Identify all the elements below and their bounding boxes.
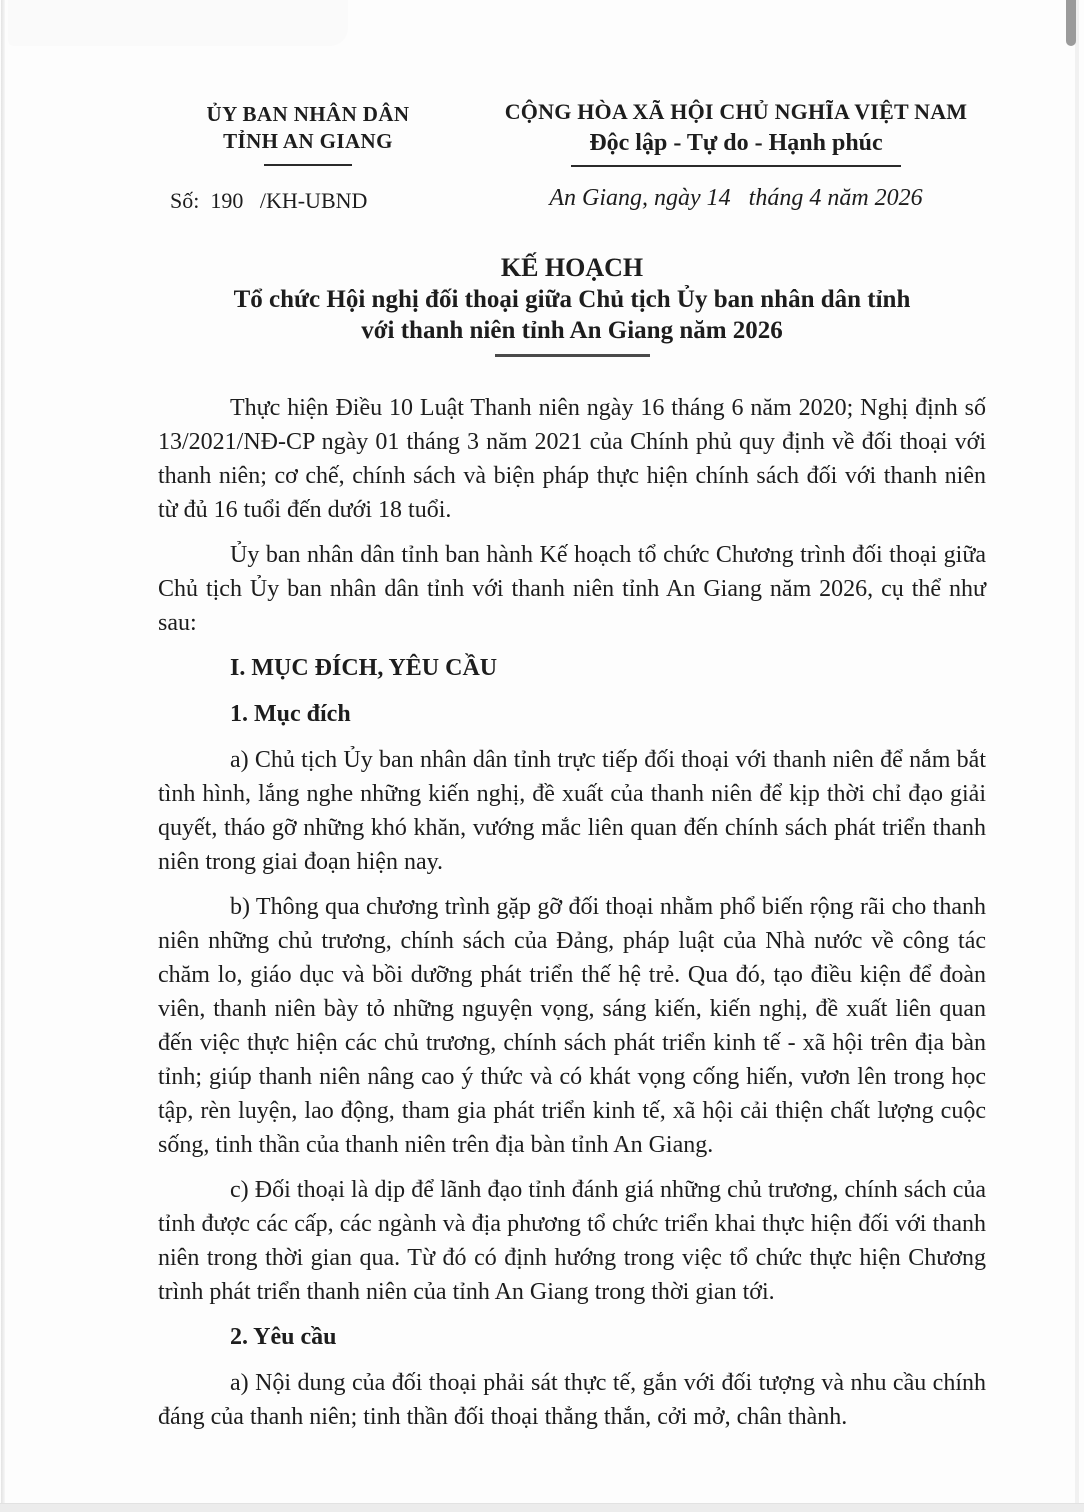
scrollbar-track[interactable] xyxy=(1075,0,1079,1503)
document-header xyxy=(158,98,986,214)
national-motto: Độc lập - Tự do - Hạnh phúc xyxy=(589,130,883,156)
paragraph-issuance: Ủy ban nhân dân tỉnh ban hành Kế hoạch tổ chức Chương trình đối thoại giữa Chủ tịch Ủy ban nhân dân tỉnh với thanh niên tỉnh An Giang năm 2026, cụ thể như sau: xyxy=(158,542,986,636)
document-title-block xyxy=(158,252,986,357)
authority-name-line1: ỦY BAN NHÂN DÂN xyxy=(206,102,410,126)
subsection-heading-1-1: 1. Mục đích xyxy=(230,701,351,727)
document-type-title: KẾ HOẠCH xyxy=(500,253,644,282)
authority-name-line2: TỈNH AN GIANG xyxy=(223,129,393,153)
paragraph-purpose-c: c) Đối thoại là dịp để lãnh đạo tỉnh đánh giá những chủ trương, chính sách của tỉnh được các cấp, các ngành và địa phương tổ chức triển khai thực hiện đối với thanh niên trong thời gian qua. Từ đó có định hướng trong việc tổ chức thực hiện Chương trình phát triển thanh niên của tỉnh An Giang trong thời gian tới. xyxy=(158,1177,986,1305)
paragraph-purpose-b: b) Thông qua chương trình gặp gỡ đối thoại nhằm phổ biến rộng rãi cho thanh niên những chủ trương, chính sách của Đảng, pháp luật của Nhà nước về công tác chăm lo, giáo dục và bồi dưỡng phát triển thế hệ trẻ. Qua đó, tạo điều kiện để đoàn viên, thanh niên bày tỏ những nguyện vọng, sáng kiến, kiến nghị, đề xuất liên quan đến việc thực hiện các chủ trương, chính sách phát triển kinh tế - xã hội trên địa bàn tỉnh; giúp thanh niên nâng cao ý thức và có khát vọng cống hiến, vươn lên trong học tập, rèn luyện, lao động, tham gia phát triển kinh tế, xã hội cải thiện chất lượng cuộc sống, tinh thần của thanh niên trên địa bàn tỉnh An Giang. xyxy=(158,894,986,1158)
document-number: Số: 190 /KH-UBND xyxy=(170,188,368,213)
document-page xyxy=(158,98,986,1445)
motto-underline xyxy=(571,165,901,167)
paragraph-purpose-a: a) Chủ tịch Ủy ban nhân dân tỉnh trực tiếp đối thoại với thanh niên để nắm bắt tình hình, lắng nghe những kiến nghị, đề xuất của thanh niên để kịp thời chỉ đạo giải quyết, tháo gỡ những khó khăn, vướng mắc liên quan đến chính sách phát triển thanh niên trong giai đoạn hiện nay. xyxy=(158,747,986,875)
section-heading-1: I. MỤC ĐÍCH, YÊU CẦU xyxy=(230,655,498,681)
scrollbar-thumb[interactable] xyxy=(1066,0,1076,46)
paragraph-legal-basis: Thực hiện Điều 10 Luật Thanh niên ngày 16 tháng 6 năm 2020; Nghị định số 13/2021/NĐ-CP ngày 01 tháng 3 năm 2021 của Chính phủ quy định về đối thoại với thanh niên; cơ chế, chính sách và biện pháp thực hiện chính sách đối với thanh niên từ đủ 16 tuổi đến dưới 18 tuổi. xyxy=(158,395,986,523)
title-underline xyxy=(495,354,650,357)
national-header-block xyxy=(486,98,986,212)
scan-artifact xyxy=(8,0,348,46)
page-bottom-edge xyxy=(0,1503,1084,1512)
page-left-edge xyxy=(1,0,5,1506)
place-date-line: An Giang, ngày 14 tháng 4 năm 2026 xyxy=(549,185,923,211)
national-title: CỘNG HÒA XÃ HỘI CHỦ NGHĨA VIỆT NAM xyxy=(504,99,968,124)
document-title-line2: Tổ chức Hội nghị đối thoại giữa Chủ tịch Ủy ban nhân dân tỉnh xyxy=(233,286,911,313)
paragraph-requirement-a: a) Nội dung của đối thoại phải sát thực tế, gắn với đối tượng và nhu cầu chính đáng của thanh niên; tinh thần đối thoại thẳng thắn, cởi mở, chân thành. xyxy=(158,1370,986,1430)
issuing-authority-block xyxy=(158,98,458,214)
subsection-heading-1-2: 2. Yêu cầu xyxy=(230,1324,337,1350)
document-title-line3: với thanh niên tỉnh An Giang năm 2026 xyxy=(361,317,783,344)
document-body xyxy=(158,391,986,1434)
authority-underline xyxy=(264,164,352,166)
